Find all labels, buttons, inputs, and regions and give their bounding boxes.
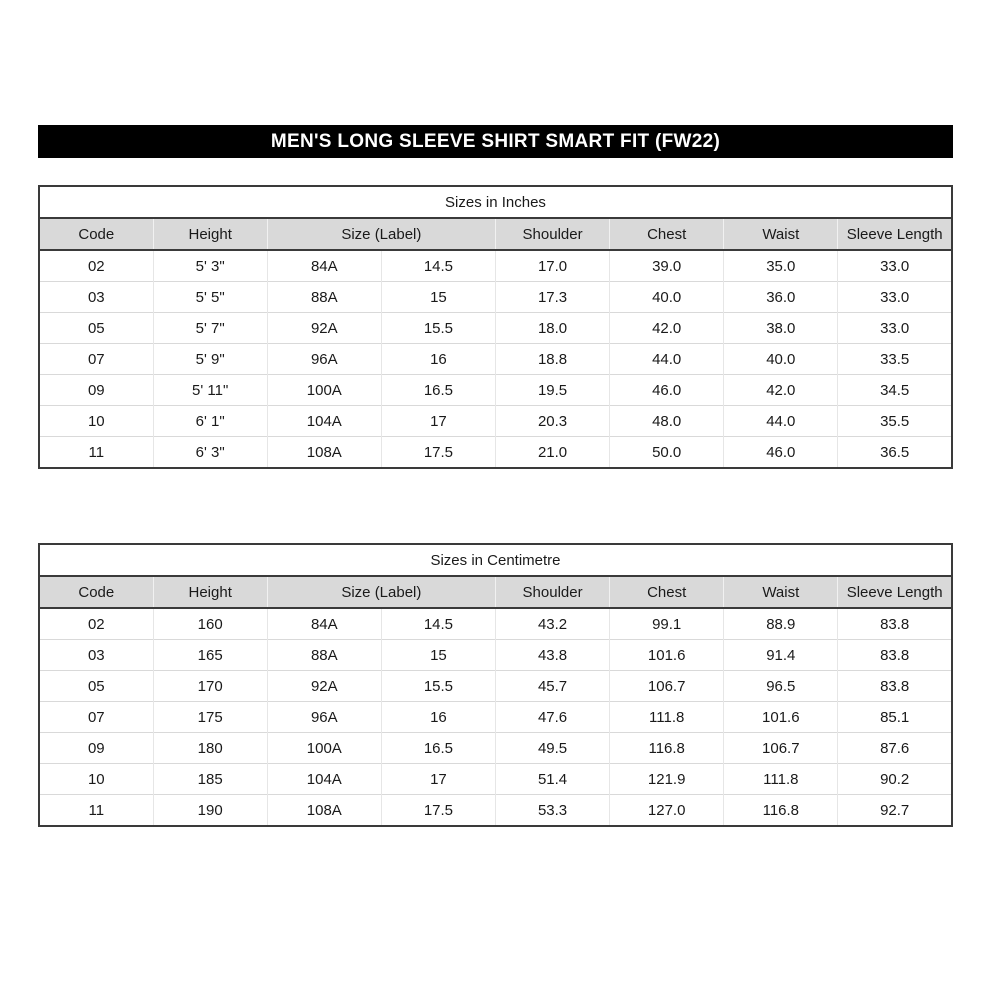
table-cell: 106.7 xyxy=(724,733,838,764)
table-cell: 5' 5" xyxy=(153,282,267,313)
table-cell: 116.8 xyxy=(724,795,838,827)
table-cell: 180 xyxy=(153,733,267,764)
table-cell: 17 xyxy=(381,406,495,437)
table-caption: Sizes in Inches xyxy=(39,186,952,218)
table-cell: 84A xyxy=(267,250,381,282)
table-row xyxy=(39,795,952,827)
page-title: MEN'S LONG SLEEVE SHIRT SMART FIT (FW22) xyxy=(270,130,721,152)
table-cell: 16.5 xyxy=(381,375,495,406)
table-cell: 02 xyxy=(39,608,153,640)
column-header-size-label: Size (Label) xyxy=(267,218,495,250)
table-cell: 35.5 xyxy=(838,406,952,437)
table-row xyxy=(39,702,952,733)
table-cell: 48.0 xyxy=(610,406,724,437)
table-cell: 02 xyxy=(39,250,153,282)
table-cell: 05 xyxy=(39,671,153,702)
table-cell: 39.0 xyxy=(610,250,724,282)
table-cell: 33.0 xyxy=(838,250,952,282)
table-cell: 38.0 xyxy=(724,313,838,344)
table-cell: 99.1 xyxy=(610,608,724,640)
table-cell: 50.0 xyxy=(610,437,724,469)
table-row xyxy=(39,764,952,795)
table-cell: 83.8 xyxy=(838,671,952,702)
table-cell: 88A xyxy=(267,640,381,671)
table-cell: 36.0 xyxy=(724,282,838,313)
table-cell: 101.6 xyxy=(724,702,838,733)
column-header-size-label: Size (Label) xyxy=(267,576,495,608)
table-cell: 96A xyxy=(267,702,381,733)
table-cell: 185 xyxy=(153,764,267,795)
table-cell: 6' 3" xyxy=(153,437,267,469)
table-cell: 96.5 xyxy=(724,671,838,702)
table-cell: 15.5 xyxy=(381,671,495,702)
table-cell: 49.5 xyxy=(496,733,610,764)
table-cell: 111.8 xyxy=(610,702,724,733)
table-cell: 175 xyxy=(153,702,267,733)
column-header-chest: Chest xyxy=(610,218,724,250)
table-cell: 10 xyxy=(39,406,153,437)
table-row xyxy=(39,608,952,640)
table-cell: 51.4 xyxy=(496,764,610,795)
table-cell: 88A xyxy=(267,282,381,313)
table-header-row xyxy=(39,218,952,250)
column-header-height: Height xyxy=(153,218,267,250)
table-cell: 85.1 xyxy=(838,702,952,733)
table-row xyxy=(39,282,952,313)
table-cell: 17 xyxy=(381,764,495,795)
table-row xyxy=(39,375,952,406)
table-cell: 21.0 xyxy=(496,437,610,469)
sizes-in-inches-table xyxy=(38,185,953,469)
table-cell: 34.5 xyxy=(838,375,952,406)
table-cell: 40.0 xyxy=(724,344,838,375)
table-cell: 100A xyxy=(267,375,381,406)
table-cell: 83.8 xyxy=(838,640,952,671)
table-cell: 42.0 xyxy=(724,375,838,406)
table-cell: 17.5 xyxy=(381,795,495,827)
table-row xyxy=(39,406,952,437)
table-cell: 88.9 xyxy=(724,608,838,640)
table-caption-row xyxy=(39,186,952,218)
table-cell: 83.8 xyxy=(838,608,952,640)
column-header-shoulder: Shoulder xyxy=(496,576,610,608)
table-cell: 17.0 xyxy=(496,250,610,282)
column-header-height: Height xyxy=(153,576,267,608)
table-cell: 33.0 xyxy=(838,313,952,344)
table-cell: 111.8 xyxy=(724,764,838,795)
column-header-sleeve-length: Sleeve Length xyxy=(838,218,952,250)
table-row xyxy=(39,671,952,702)
table-cell: 116.8 xyxy=(610,733,724,764)
sizes-in-inches-section xyxy=(38,185,953,469)
table-cell: 07 xyxy=(39,702,153,733)
table-cell: 03 xyxy=(39,640,153,671)
table-header-row xyxy=(39,576,952,608)
table-cell: 106.7 xyxy=(610,671,724,702)
table-cell: 14.5 xyxy=(381,608,495,640)
table-cell: 42.0 xyxy=(610,313,724,344)
table-cell: 53.3 xyxy=(496,795,610,827)
table-cell: 96A xyxy=(267,344,381,375)
table-cell: 19.5 xyxy=(496,375,610,406)
table-cell: 5' 9" xyxy=(153,344,267,375)
table-cell: 104A xyxy=(267,764,381,795)
table-cell: 40.0 xyxy=(610,282,724,313)
column-header-code: Code xyxy=(39,576,153,608)
table-cell: 92A xyxy=(267,313,381,344)
table-cell: 45.7 xyxy=(496,671,610,702)
table-cell: 15 xyxy=(381,640,495,671)
table-cell: 46.0 xyxy=(610,375,724,406)
table-cell: 44.0 xyxy=(610,344,724,375)
table-cell: 170 xyxy=(153,671,267,702)
table-cell: 92.7 xyxy=(838,795,952,827)
table-cell: 90.2 xyxy=(838,764,952,795)
table-cell: 108A xyxy=(267,795,381,827)
table-cell: 11 xyxy=(39,795,153,827)
column-header-chest: Chest xyxy=(610,576,724,608)
table-cell: 36.5 xyxy=(838,437,952,469)
table-cell: 47.6 xyxy=(496,702,610,733)
table-row xyxy=(39,250,952,282)
table-cell: 33.5 xyxy=(838,344,952,375)
table-row xyxy=(39,313,952,344)
table-cell: 16.5 xyxy=(381,733,495,764)
table-cell: 121.9 xyxy=(610,764,724,795)
table-cell: 84A xyxy=(267,608,381,640)
table-cell: 15 xyxy=(381,282,495,313)
column-header-shoulder: Shoulder xyxy=(496,218,610,250)
table-cell: 165 xyxy=(153,640,267,671)
table-cell: 101.6 xyxy=(610,640,724,671)
table-cell: 44.0 xyxy=(724,406,838,437)
table-cell: 18.0 xyxy=(496,313,610,344)
table-cell: 10 xyxy=(39,764,153,795)
table-cell: 5' 11" xyxy=(153,375,267,406)
table-cell: 14.5 xyxy=(381,250,495,282)
table-cell: 160 xyxy=(153,608,267,640)
sizes-in-centimetre-table xyxy=(38,543,953,827)
table-cell: 18.8 xyxy=(496,344,610,375)
table-row xyxy=(39,437,952,469)
table-cell: 100A xyxy=(267,733,381,764)
table-cell: 108A xyxy=(267,437,381,469)
table-cell: 190 xyxy=(153,795,267,827)
table-cell: 16 xyxy=(381,344,495,375)
table-cell: 17.5 xyxy=(381,437,495,469)
column-header-waist: Waist xyxy=(724,576,838,608)
title-bar xyxy=(38,125,953,158)
table-cell: 43.8 xyxy=(496,640,610,671)
table-cell: 104A xyxy=(267,406,381,437)
table-cell: 87.6 xyxy=(838,733,952,764)
table-caption: Sizes in Centimetre xyxy=(39,544,952,576)
table-cell: 09 xyxy=(39,375,153,406)
column-header-code: Code xyxy=(39,218,153,250)
table-cell: 127.0 xyxy=(610,795,724,827)
table-cell: 91.4 xyxy=(724,640,838,671)
table-cell: 6' 1" xyxy=(153,406,267,437)
table-cell: 20.3 xyxy=(496,406,610,437)
column-header-sleeve-length: Sleeve Length xyxy=(838,576,952,608)
table-cell: 09 xyxy=(39,733,153,764)
table-row xyxy=(39,344,952,375)
table-cell: 17.3 xyxy=(496,282,610,313)
table-cell: 43.2 xyxy=(496,608,610,640)
table-cell: 35.0 xyxy=(724,250,838,282)
table-cell: 03 xyxy=(39,282,153,313)
table-cell: 15.5 xyxy=(381,313,495,344)
table-cell: 46.0 xyxy=(724,437,838,469)
table-cell: 16 xyxy=(381,702,495,733)
table-cell: 92A xyxy=(267,671,381,702)
table-cell: 33.0 xyxy=(838,282,952,313)
table-cell: 05 xyxy=(39,313,153,344)
table-caption-row xyxy=(39,544,952,576)
table-cell: 5' 7" xyxy=(153,313,267,344)
table-row xyxy=(39,640,952,671)
table-cell: 07 xyxy=(39,344,153,375)
table-row xyxy=(39,733,952,764)
table-cell: 5' 3" xyxy=(153,250,267,282)
table-cell: 11 xyxy=(39,437,153,469)
column-header-waist: Waist xyxy=(724,218,838,250)
sizes-in-centimetre-section xyxy=(38,543,953,827)
